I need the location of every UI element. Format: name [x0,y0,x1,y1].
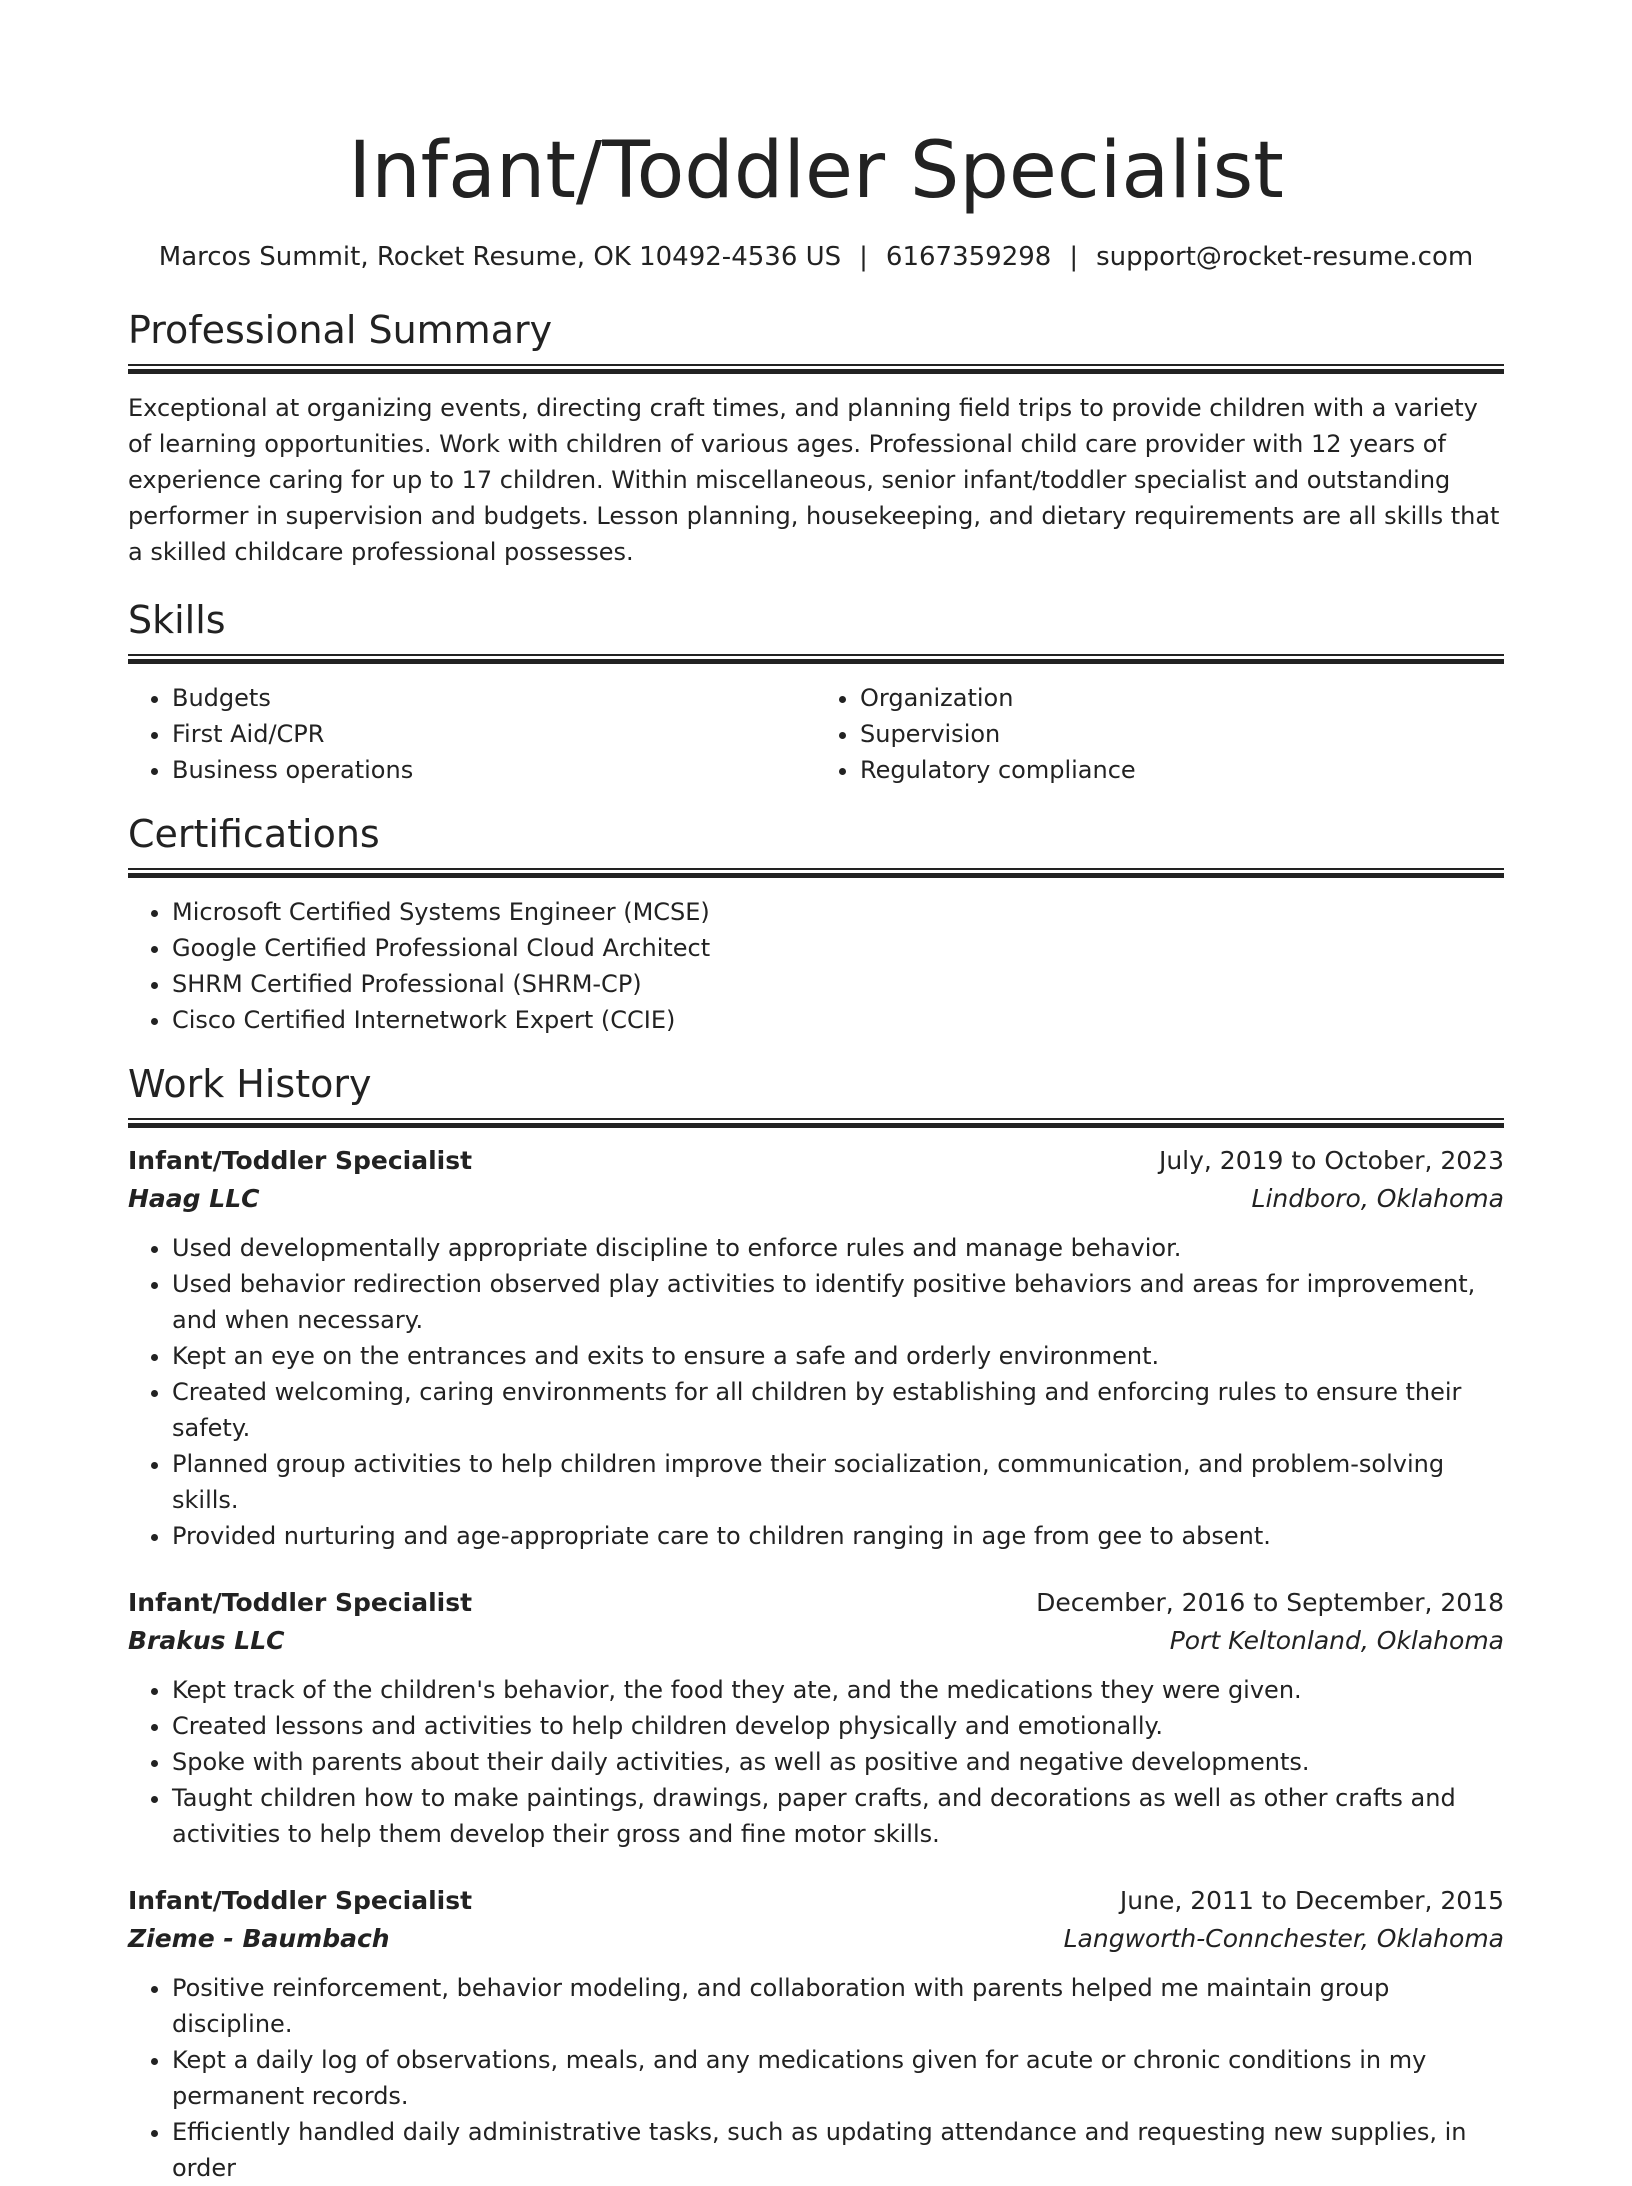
job-dates: July, 2019 to October, 2023 [1158,1146,1504,1175]
job-subheader [128,1920,1504,1958]
certification-item: • Google Certified Professional Cloud Architect [172,930,1504,966]
certification-item: • Microsoft Certified Systems Engineer (MCSE) [172,894,1504,930]
skills-list [816,680,1504,788]
section-heading: Professional Summary [128,308,553,352]
skill-item: • Supervision [860,716,1504,752]
contact-email: support@rocket-resume.com [1096,242,1474,272]
job-bullet: • Provided nurturing and age-appropriate care to children ranging in age from gee to absent. [172,1518,1504,1554]
job-subheader [128,1180,1504,1218]
job-bullet: • Planned group activities to help children improve their socialization, communication, and problem-solving skills. [172,1446,1504,1518]
job-entry [128,1882,1504,2186]
job-bullets [128,1970,1504,2186]
skill-item: • Budgets [172,680,816,716]
job-bullet: • Efficiently handled daily administrative tasks, such as updating attendance and requesting new supplies, in order [172,2114,1504,2186]
job-bullet: • Kept an eye on the entrances and exits to ensure a safe and orderly environment. [172,1338,1504,1374]
summary-text: Exceptional at organizing events, directing craft times, and planning field trips to provide children with a variety of learning opportunities. Work with children of various ages. Professional child care provider with 12 years of experience caring for up to 17 children. Within miscellaneous, senior infant/toddler specialist and outstanding performer in supervision and budgets. Lesson planning, housekeeping, and dietary requirements are all skills that a skilled childcare professional possesses. [128,394,1500,566]
contact-phone: 6167359298 [885,242,1052,272]
section-heading: Certifications [128,812,380,856]
job-bullet: • Created lessons and activities to help children develop physically and emotionally. [172,1708,1504,1744]
skill-item: • First Aid/CPR [172,716,816,752]
job-header [128,1142,1504,1180]
job-company: Brakus LLC [128,1626,285,1655]
job-bullet: • Kept track of the children's behavior, the food they ate, and the medications they were given. [172,1672,1504,1708]
section-divider [128,1118,1504,1128]
job-entry [128,1584,1504,1852]
job-bullets [128,1672,1504,1852]
contact-separator: | [1069,242,1079,272]
job-location: Lindboro, Oklahoma [1251,1184,1504,1213]
job-company: Zieme - Baumbach [128,1924,390,1953]
skills-section [128,596,1504,788]
section-divider [128,364,1504,374]
section-heading: Skills [128,598,226,642]
skills-grid [128,680,1504,788]
job-subheader [128,1622,1504,1660]
job-bullet: • Used behavior redirection observed play activities to identify positive behaviors and areas for improvement, and when necessary. [172,1266,1504,1338]
resume-page [128,0,1504,2186]
job-bullet: • Taught children how to make paintings, drawings, paper crafts, and decorations as well as other crafts and activities to help them develop their gross and fine motor skills. [172,1780,1504,1852]
job-title: Infant/Toddler Specialist [128,1146,473,1175]
job-header [128,1882,1504,1920]
contact-separator: | [859,242,868,272]
skills-column-right [816,680,1504,788]
summary-section [128,306,1504,570]
certifications-section [128,810,1504,1038]
section-divider [128,654,1504,664]
certification-item: • SHRM Certified Professional (SHRM-CP) [172,966,1504,1002]
contact-address: Marcos Summit, Rocket Resume, OK 10492-4536 US [158,242,842,272]
job-title: Infant/Toddler Specialist [128,1588,473,1617]
job-bullet: • Created welcoming, caring environments for all children by establishing and enforcing rules to ensure their safety. [172,1374,1504,1446]
job-bullet: • Kept a daily log of observations, meals, and any medications given for acute or chronic conditions in my permanent records. [172,2042,1504,2114]
job-bullet: • Used developmentally appropriate discipline to enforce rules and manage behavior. [172,1230,1504,1266]
job-title: Infant/Toddler Specialist [128,1886,473,1915]
job-bullets [128,1230,1504,1554]
skill-item: • Regulatory compliance [860,752,1504,788]
certifications-list [128,894,1504,1038]
work-history-section [128,1060,1504,2186]
job-entry [128,1142,1504,1554]
job-company: Haag LLC [128,1184,260,1213]
section-heading: Work History [128,1062,372,1106]
skill-item: • Organization [860,680,1504,716]
job-location: Port Keltonland, Oklahoma [1169,1626,1504,1655]
skills-column-left [128,680,816,788]
skill-item: • Business operations [172,752,816,788]
resume-title: Infant/Toddler Specialist [348,126,1284,216]
certification-item: • Cisco Certified Internetwork Expert (CCIE) [172,1002,1504,1038]
contact-line [128,240,1504,274]
section-divider [128,868,1504,878]
skills-list [128,680,816,788]
job-bullet: • Spoke with parents about their daily activities, as well as positive and negative developments. [172,1744,1504,1780]
job-dates: December, 2016 to September, 2018 [1036,1588,1504,1617]
job-location: Langworth-Connchester, Oklahoma [1063,1924,1504,1953]
job-dates: June, 2011 to December, 2015 [1119,1886,1504,1915]
job-header [128,1584,1504,1622]
job-bullet: • Positive reinforcement, behavior modeling, and collaboration with parents helped me maintain group discipline. [172,1970,1504,2042]
